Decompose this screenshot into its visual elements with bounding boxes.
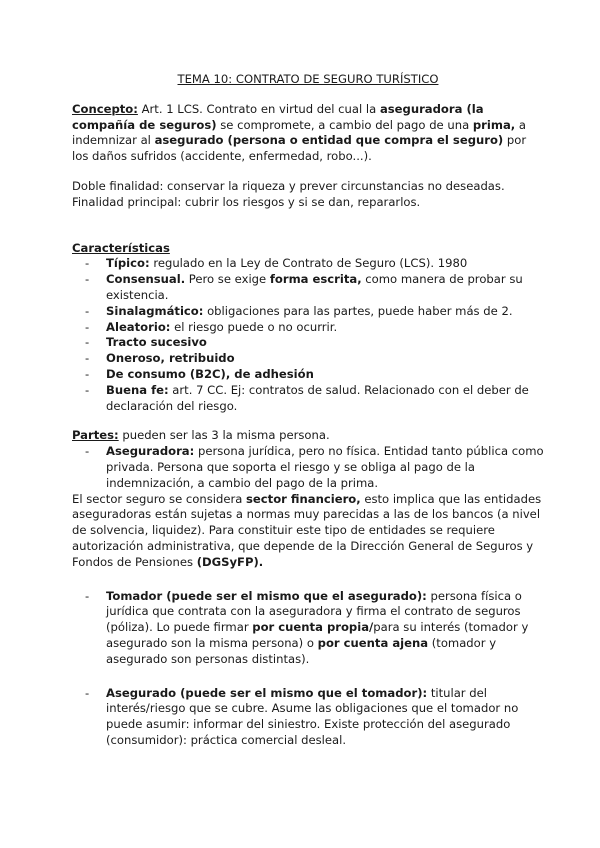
caracteristicas-list <box>72 256 544 414</box>
concepto-bold-2: prima, <box>472 117 516 132</box>
concepto-heading: Concepto: <box>72 101 138 116</box>
finalidad-line-1: Doble finalidad: conservar la riqueza y prever circunstancias no deseadas. <box>72 178 505 193</box>
concepto-text-3: a indemnizar al <box>72 117 526 148</box>
finalidad-line-2: Finalidad principal: cubrir los riesgos y si se dan, repararlos. <box>72 194 421 209</box>
concepto-paragraph <box>72 102 544 165</box>
concepto-text-4: por los daños sufridos (accidente, enfermedad, robo...). <box>72 133 527 164</box>
caracteristicas-heading: Características <box>72 240 170 255</box>
asegurado-list <box>72 686 544 749</box>
list-item: - Consensual. Pero se exige forma escrita, como manera de probar su existencia. <box>80 272 544 304</box>
concepto-text-1: Art. 1 LCS. Contrato en virtud del cual la <box>137 101 380 116</box>
list-item: - Típico: regulado en la Ley de Contrato de Seguro (LCS). 1980 <box>80 256 544 272</box>
partes-heading: Partes: <box>72 428 119 443</box>
concepto-text-2: se compromete, a cambio del pago de una <box>216 117 473 132</box>
page-title: TEMA 10: CONTRATO DE SEGURO TURÍSTICO <box>177 72 439 86</box>
list-item: - Aseguradora: persona jurídica, pero no física. Entidad tanto pública como privada. Persona que soporta el riesgo y se obliga al pago de la indemnización, a cambio del pago de la prima. <box>80 444 544 491</box>
partes-text: pueden ser las 3 la misma persona. <box>118 428 330 443</box>
list-item: - Tracto sucesivo <box>80 335 544 351</box>
partes-list <box>72 444 544 491</box>
list-item: - Tomador (puede ser el mismo que el asegurado): persona física o jurídica que contrata con la aseguradora y firma el contrato de seguros (póliza). Lo puede firmar por cuenta propia/para su interés (tomador y asegurado son la misma persona) o por cuenta ajena (tomador y asegurado son personas distintas). <box>80 589 544 668</box>
list-item: - Buena fe: art. 7 CC. Ej: contratos de salud. Relacionado con el deber de declaración del riesgo. <box>80 383 544 415</box>
sector-paragraph: El sector seguro se considera sector financiero, esto implica que las entidades aseguradoras están sujetas a normas muy parecidas a las de los bancos (a nivel de solvencia, liquidez). Para constituir este tipo de entidades se requiere autorización administrativa, que depende de la Dirección General de Seguros y Fondos de Pensiones (DGSyFP). <box>72 491 542 569</box>
concepto-bold-3: asegurado (persona o entidad que compra el seguro) <box>154 133 504 148</box>
list-item: - Aleatorio: el riesgo puede o no ocurrir. <box>80 320 544 336</box>
tomador-list <box>72 589 544 668</box>
list-item: - Sinalagmático: obligaciones para las partes, puede haber más de 2. <box>80 304 544 320</box>
list-item: - De consumo (B2C), de adhesión <box>80 367 544 383</box>
list-item: - Asegurado (puede ser el mismo que el tomador): titular del interés/riesgo que se cubre. Asume las obligaciones que el tomador no puede asumir: informar del siniestro. Existe protección del asegurado (consumidor): práctica comercial desleal. <box>80 686 544 749</box>
concepto-bold-1: aseguradora (la compañía de seguros) <box>72 101 484 132</box>
partes-paragraph <box>72 428 544 444</box>
list-item: - Oneroso, retribuido <box>80 351 544 367</box>
